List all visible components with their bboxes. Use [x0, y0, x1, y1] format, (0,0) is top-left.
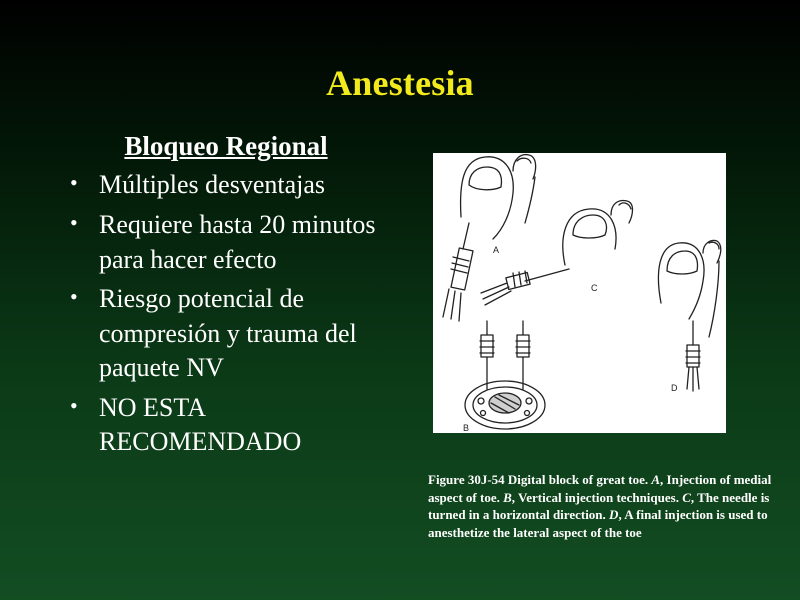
toe-drawing-c: [563, 201, 633, 265]
toe-drawing-a: [461, 155, 536, 239]
caption-text-c: , The needle is turned in a horizontal direction.: [428, 489, 770, 523]
content-column: [66, 130, 396, 465]
slide-title: Anestesia: [326, 63, 474, 103]
bullet-item: [66, 391, 396, 460]
needles-b: [480, 321, 530, 389]
digital-block-illustration: [433, 153, 726, 433]
needle-d: [686, 321, 700, 391]
caption-lead: Figure 30J-54 Digital block of great toe.: [428, 472, 652, 487]
caption-text-a: , Injection of medial aspect of toe.: [428, 472, 772, 505]
bullet-text: Riesgo potencial de compresión y trauma del paquete NV: [99, 284, 357, 383]
caption-text-d: , A final injection is used to anesthetize the lateral aspect of the toe: [428, 507, 768, 540]
needle-a: [443, 223, 473, 321]
caption-letter-d: D: [609, 507, 619, 523]
needle-c: [481, 269, 569, 305]
label-c: C: [591, 283, 598, 293]
caption-letter-c: C: [682, 489, 691, 505]
bullet-icon: •: [70, 392, 78, 418]
bullet-text: Requiere hasta 20 minutos para hacer efecto: [99, 209, 376, 274]
bullet-icon: •: [70, 209, 78, 235]
bullet-text: Múltiples desventajas: [99, 170, 326, 200]
toe-drawing-d: [658, 241, 720, 338]
label-b: B: [463, 423, 470, 433]
bullet-item: [66, 282, 396, 386]
bullet-text: NO ESTA RECOMENDADO: [99, 392, 302, 457]
bullet-icon: •: [70, 284, 78, 310]
slide-subtitle: Bloqueo Regional: [124, 131, 328, 161]
bullet-item: [66, 168, 396, 203]
bullet-item: [66, 208, 396, 277]
figure-caption: [428, 471, 778, 541]
bullet-icon: •: [70, 170, 78, 196]
caption-letter-b: B: [503, 489, 512, 505]
caption-text-b: , Vertical injection techniques.: [511, 489, 683, 505]
label-d: D: [671, 383, 678, 393]
caption-letter-a: A: [651, 472, 661, 487]
toe-block-drawing: [433, 153, 726, 433]
cross-section-b: [465, 381, 545, 429]
label-a: A: [493, 245, 500, 255]
bullet-list: [66, 168, 396, 460]
